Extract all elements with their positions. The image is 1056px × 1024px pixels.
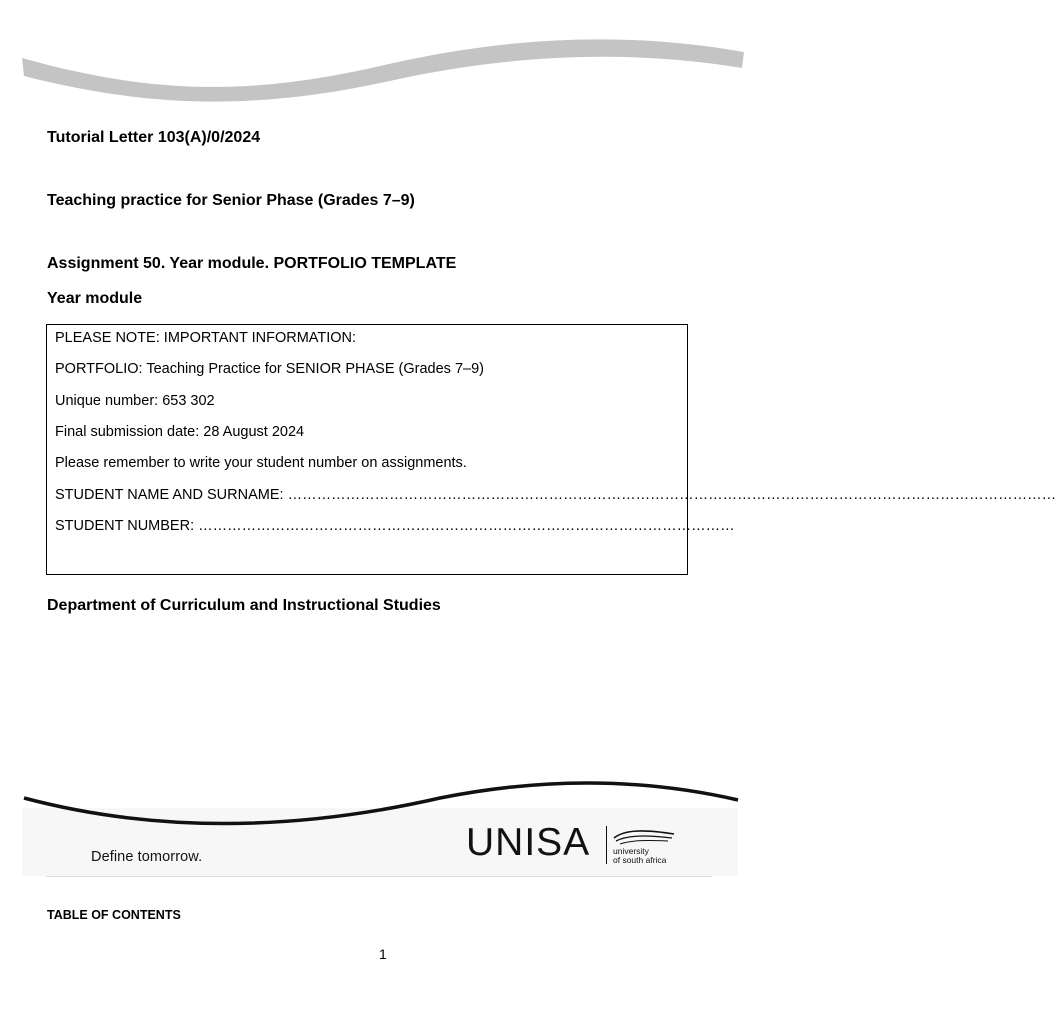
page-number: 1 bbox=[379, 946, 387, 962]
year-module-heading: Year module bbox=[47, 290, 143, 307]
important-information-box bbox=[46, 324, 1056, 575]
unisa-logo-emblem-icon bbox=[612, 828, 678, 846]
top-wave-decoration bbox=[0, 0, 768, 110]
portfolio-template-label: PORTFOLIO TEMPLATE bbox=[273, 255, 457, 272]
info-unique-number: Unique number: 653 302 bbox=[55, 393, 215, 409]
footer-divider bbox=[46, 876, 712, 877]
info-note-heading: PLEASE NOTE: IMPORTANT INFORMATION: bbox=[55, 330, 357, 346]
tutorial-letter-title: Tutorial Letter 103(A)/0/2024 bbox=[47, 129, 261, 146]
table-of-contents-heading: TABLE OF CONTENTS bbox=[47, 908, 181, 922]
student-number-field: STUDENT NUMBER: ………………………………………………………………………………………………… bbox=[55, 518, 735, 534]
student-name-field: STUDENT NAME AND SURNAME: …………………………………………………………………………………………………………………………………………… bbox=[55, 487, 1056, 503]
assignment-heading bbox=[47, 255, 456, 273]
assignment-text: Assignment 50. Year module. bbox=[47, 255, 274, 272]
department-name: Department of Curriculum and Instructional Studies bbox=[47, 597, 441, 614]
unisa-logo-wordmark: UNISA bbox=[466, 821, 591, 864]
info-submission-date: Final submission date: 28 August 2024 bbox=[55, 424, 305, 440]
course-title: Teaching practice for Senior Phase (Grades 7–9) bbox=[47, 192, 415, 209]
logo-subtitle-south-africa: of south africa bbox=[613, 855, 667, 865]
info-reminder: Please remember to write your student number on assignments. bbox=[55, 455, 467, 471]
logo-divider bbox=[606, 826, 607, 864]
tagline: Define tomorrow. bbox=[91, 849, 203, 865]
info-portfolio-line: PORTFOLIO: Teaching Practice for SENIOR PHASE (Grades 7–9) bbox=[55, 361, 484, 377]
logo-subtitle-university: university bbox=[613, 846, 649, 856]
